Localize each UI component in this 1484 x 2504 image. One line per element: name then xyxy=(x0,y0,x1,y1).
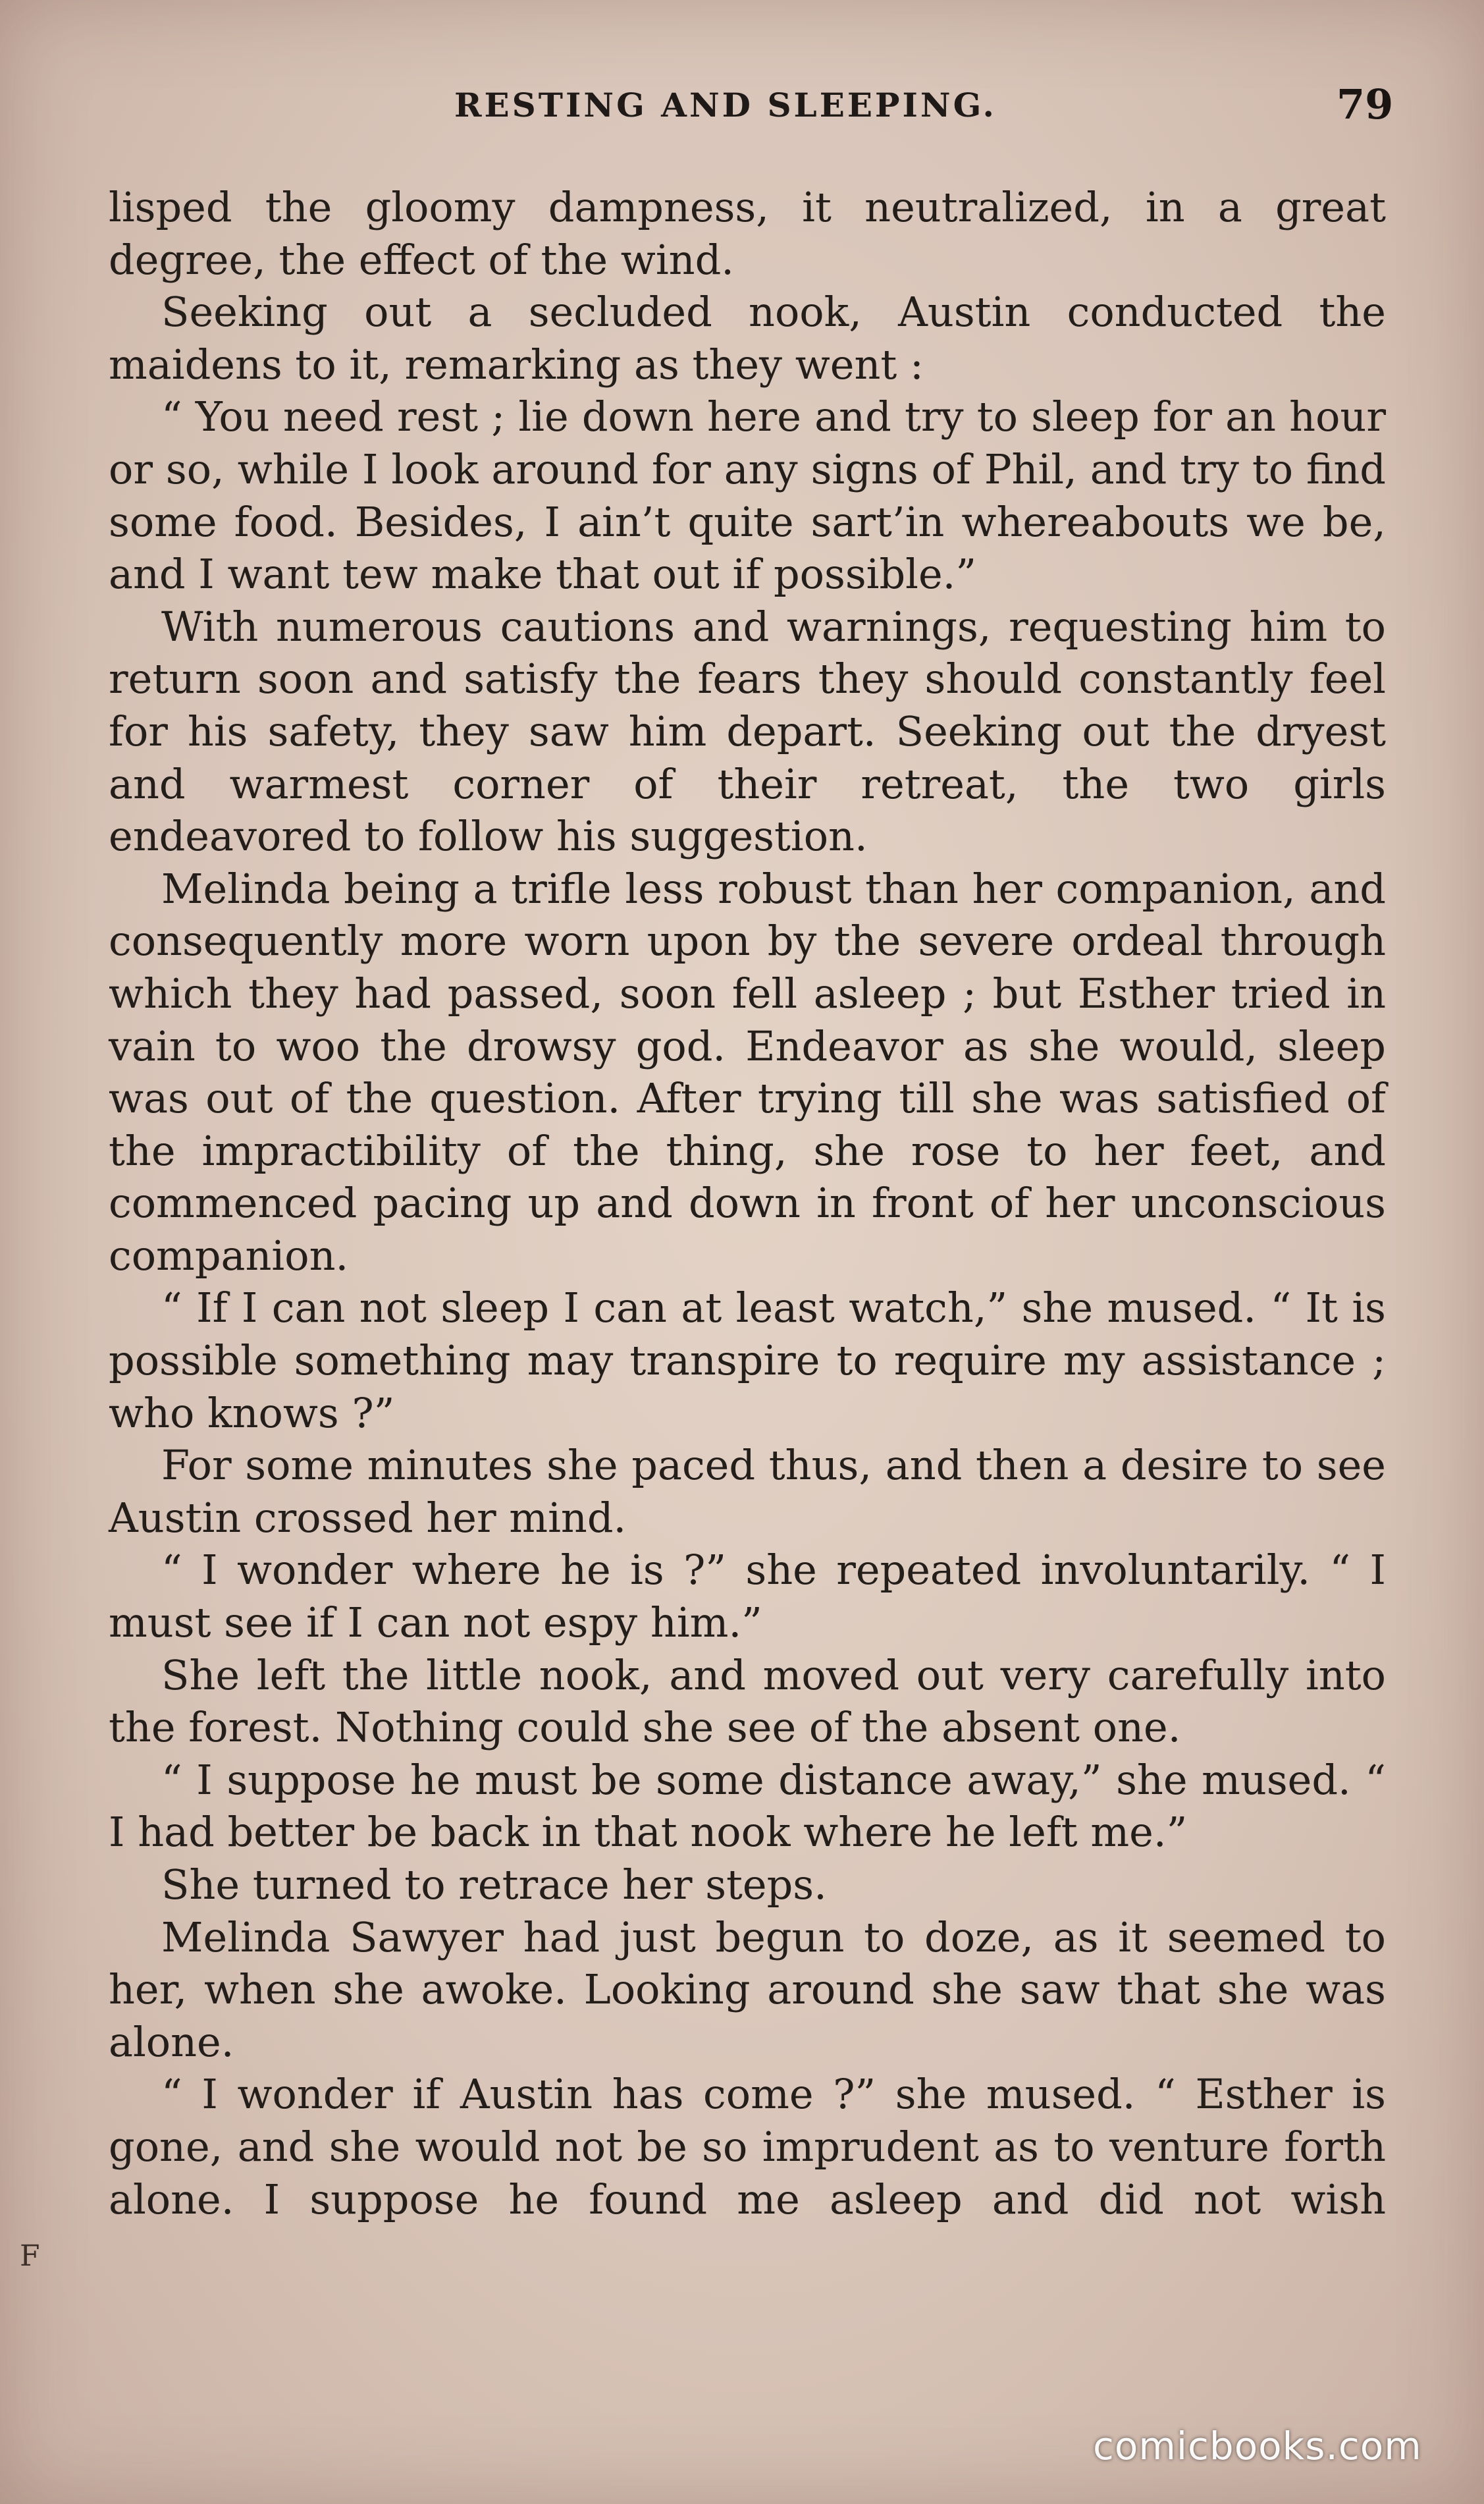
paragraph: She turned to retrace her steps. xyxy=(161,1861,827,1909)
paragraph: Seeking out a secluded nook, Austin conducted the maidens to it, remarking as they went : xyxy=(109,288,1386,389)
paragraph: For some minutes she paced thus, and then a desire to see Austin crossed her mind. xyxy=(109,1441,1386,1542)
page-header xyxy=(0,80,1484,128)
paragraph: lisped the gloomy dampness, it neutralized, in a great degree, the effect of the wind. xyxy=(109,183,1386,284)
running-head: RESTING AND SLEEPING. xyxy=(454,86,997,124)
paragraph: “ If I can not sleep I can at least watch,” she mused. “ It is possible something may transpire to require my assistance ; who knows ?” xyxy=(109,1284,1386,1437)
paragraph: Melinda Sawyer had just begun to doze, as it seemed to her, when she awoke. Looking around she saw that she was alone. xyxy=(109,1913,1386,2066)
paragraph: “ I wonder if Austin has come ?” she mused. “ Esther is gone, and she would not be so imprudent as to venture forth alone. I suppose he found me asleep and did not wish xyxy=(109,2070,1386,2223)
paragraph: “ You need rest ; lie down here and try to sleep for an hour or so, while I look around for any signs of Phil, and try to find some food. Besides, I ain’t quite sart’in whereabouts we be, and I want tew make that out if possible.” xyxy=(109,393,1386,599)
paragraph: With numerous cautions and warnings, requesting him to return soon and satisfy the fears they should constantly feel for his safety, they saw him depart. Seeking out the dryest and warmest corner of their retreat, the two girls endeavored to follow his suggestion. xyxy=(109,602,1386,861)
body-text xyxy=(109,181,1386,2225)
watermark: comicbooks.com xyxy=(1093,2424,1422,2468)
paragraph: “ I wonder where he is ?” she repeated involuntarily. “ I must see if I can not espy him.” xyxy=(109,1546,1386,1647)
paragraph: Melinda being a trifle less robust than her companion, and consequently more worn upon by the severe ordeal through which they had passed, soon fell asleep ; but Esther tried in vain to woo the drowsy god. Endeavor as she would, sleep was out of the question. After trying till she was satisfied of the impractibility of the thing, she rose to her feet, and commenced pacing up and down in front of her unconscious companion. xyxy=(109,864,1386,1280)
margin-mark: F xyxy=(20,2239,40,2273)
paragraph: “ I suppose he must be some distance away,” she mused. “ I had better be back in that nook where he left me.” xyxy=(109,1755,1386,1857)
page-number: 79 xyxy=(1337,80,1394,128)
paragraph: She left the little nook, and moved out very carefully into the forest. Nothing could she see of the absent one. xyxy=(109,1650,1386,1752)
